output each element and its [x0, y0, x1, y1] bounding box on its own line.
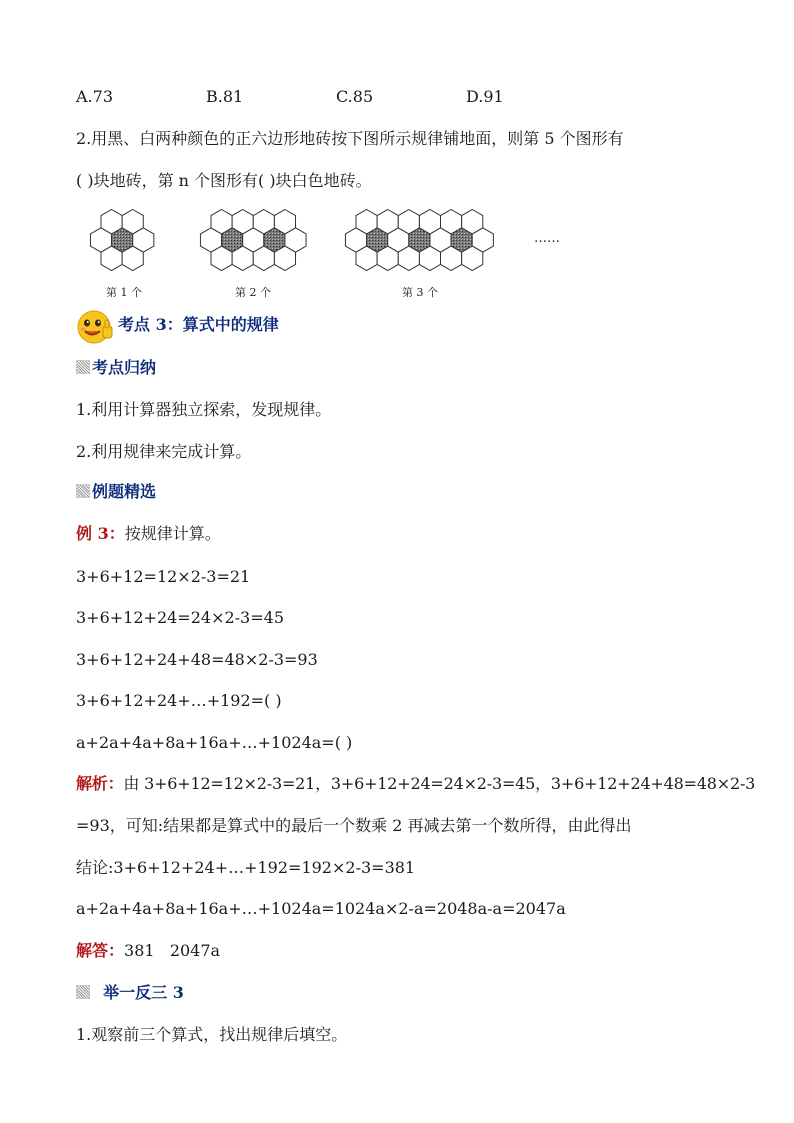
figure-3: [345, 210, 493, 271]
analysis-line-2: =93，可知:结果都是算式中的最后一个数乘 2 再减去第一个数所得，由此得出: [76, 816, 632, 835]
example-3: [76, 523, 221, 545]
thumbs-up-emoji-icon: [76, 309, 116, 345]
option-c: C.85: [336, 87, 374, 106]
answer-label: 解答：: [76, 941, 125, 960]
figure-2-caption: 第 2 个: [235, 286, 271, 299]
section-marker-icon: [76, 985, 90, 999]
examples-heading: [76, 481, 156, 503]
figure-2: [200, 210, 306, 271]
example-text: 按规律计算。: [124, 524, 221, 543]
figure-1-caption: 第 1 个: [106, 286, 142, 299]
summary-heading: [76, 357, 156, 379]
summary-heading-text: 考点归纳: [92, 358, 157, 377]
practice-heading-text: 举一反三 3: [103, 983, 184, 1002]
summary-item-2: 2.利用规律来完成计算。: [76, 442, 252, 461]
option-b: B.81: [206, 87, 244, 106]
section-3-title: 考点 3：算式中的规律: [118, 315, 279, 334]
practice-question-1: 1.观察前三个算式，找出规律后填空。: [76, 1025, 348, 1044]
option-d: D.91: [466, 87, 504, 106]
summary-item-1: 1.利用计算器独立探索，发现规律。: [76, 400, 332, 419]
equation-1: 3+6+12=12×2-3=21: [76, 567, 251, 586]
analysis-line-4: a+2a+4a+8a+16a+…+1024a=1024a×2-a=2048a-a=2047a: [76, 899, 566, 918]
equation-4: 3+6+12+24+…+192=( ): [76, 691, 282, 710]
examples-heading-text: 例题精选: [92, 482, 157, 501]
section-marker-icon: [76, 484, 90, 498]
analysis-line-3: 结论:3+6+12+24+…+192=192×2-3=381: [76, 858, 416, 877]
equation-5: a+2a+4a+8a+16a+…+1024a=( ): [76, 733, 353, 752]
equation-2: 3+6+12+24=24×2-3=45: [76, 608, 284, 627]
practice-heading: [76, 982, 184, 1004]
answer-line: [76, 940, 220, 962]
example-label: 例 3：: [76, 524, 125, 543]
analysis-text-1: 由 3+6+12=12×2-3=21，3+6+12+24=24×2-3=45，3+6+12+24+48=48×2-3: [123, 774, 756, 793]
figure-3-caption: 第 3 个: [402, 286, 438, 299]
option-a: A.73: [76, 87, 113, 106]
equation-3: 3+6+12+24+48=48×2-3=93: [76, 650, 318, 669]
figure-1: [90, 210, 153, 271]
question-2-line-2: ( )块地砖，第 n 个图形有( )块白色地砖。: [76, 171, 372, 190]
analysis-line-1: [76, 773, 755, 795]
answer-text: 381 2047a: [124, 941, 221, 960]
analysis-label: 解析：: [76, 774, 124, 793]
figure-ellipsis: ……: [534, 231, 560, 246]
question-2-line-1: 2.用黑、白两种颜色的正六边形地砖按下图所示规律铺地面，则第 5 个图形有: [76, 129, 624, 148]
section-marker-icon: [76, 360, 90, 374]
